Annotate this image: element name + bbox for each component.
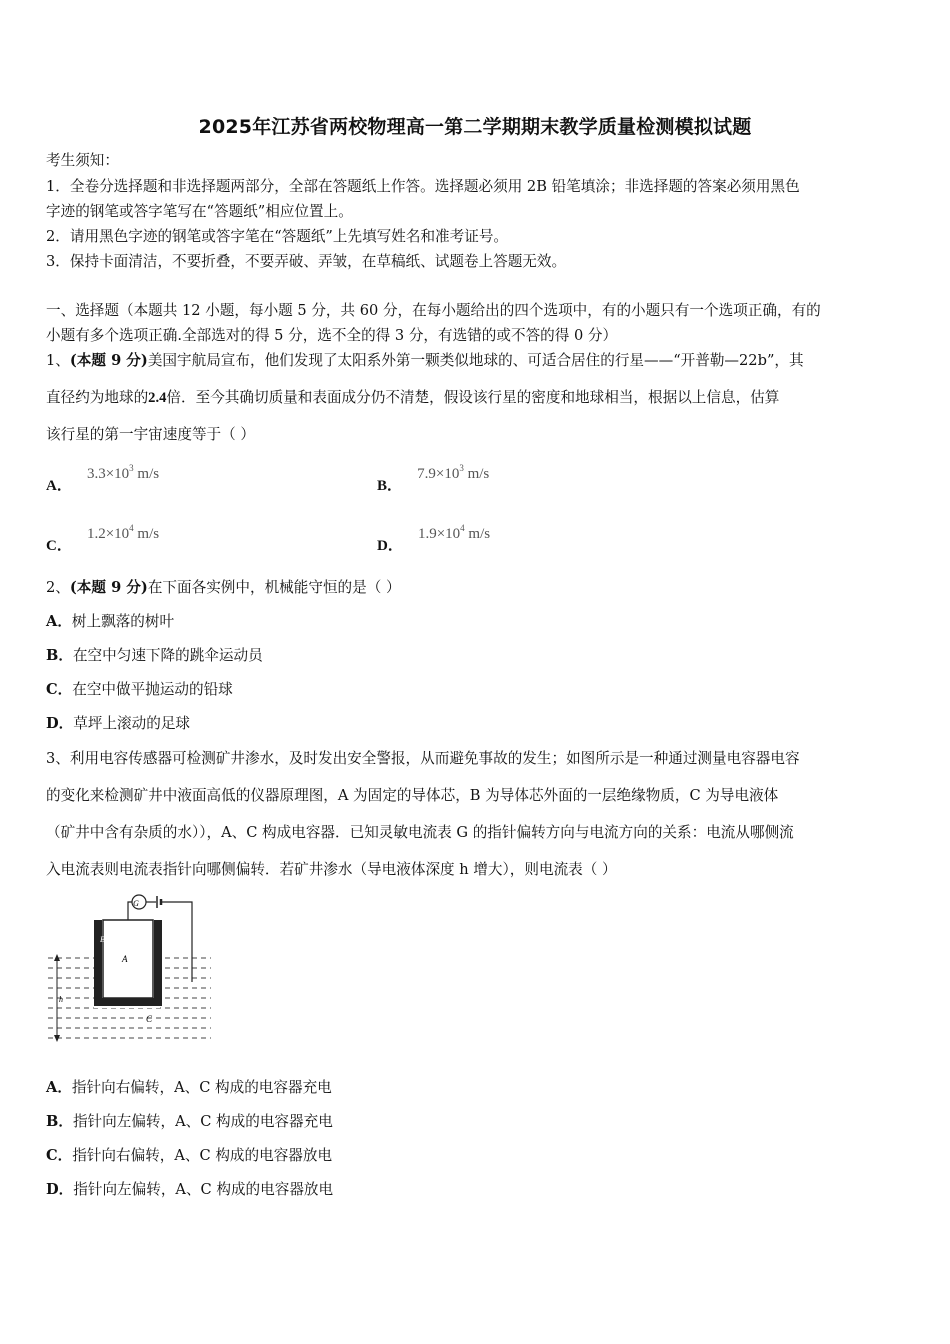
option-letter: C． — [46, 538, 72, 554]
option-unit: m/s — [464, 526, 491, 542]
option-mantissa: 1.9×10 — [417, 526, 461, 542]
option-letter: D． — [46, 715, 74, 732]
q2-stem — [46, 579, 401, 597]
option-text: 指针向右偏转，A、C 构成的电容器放电 — [72, 1147, 333, 1164]
q3-option-c[interactable] — [46, 1147, 332, 1165]
q1-score: (本题 9 分) — [69, 352, 148, 369]
option-letter: B． — [377, 478, 403, 494]
label-h: h — [59, 995, 63, 1004]
option-letter: C． — [46, 681, 73, 698]
option-letter: D． — [377, 538, 403, 554]
q1-option-c[interactable] — [46, 522, 160, 554]
q1-option-a[interactable] — [46, 462, 160, 494]
q3-stem-line-3: （矿井中含有杂质的水）），A、C 构成电容器．已知灵敏电流表 G 的指针偏转方向与电流方向的关系：电流从哪侧流 — [46, 824, 794, 841]
q2-score: (本题 9 分) — [69, 579, 148, 596]
q3-stem-line-4: 入电流表则电流表指针向哪侧偏转．若矿井渗水（导电液体深度 h 增大），则电流表（ ） — [46, 861, 617, 878]
label-c: C — [146, 1014, 153, 1024]
section-heading-line-2: 小题有多个选项正确.全部选对的得 5 分，选不全的得 3 分，有选错的或不答的得 0 分） — [46, 327, 618, 344]
option-unit: m/s — [133, 526, 160, 542]
q2-stem-text: 在下面各实例中，机械能守恒的是（ ） — [147, 579, 401, 596]
option-letter: A． — [46, 1079, 72, 1096]
option-exponent: 3 — [459, 463, 464, 473]
option-letter: B． — [46, 647, 73, 664]
q2-option-b[interactable] — [46, 647, 263, 665]
q1-stem-text: 美国宇航局宣布，他们发现了太阳系外第一颗类似地球的、可适合居住的行星——“开普勒—22b”，其 — [147, 352, 804, 369]
q1-option-b[interactable] — [377, 462, 490, 494]
conductor-a — [103, 920, 153, 998]
option-mantissa: 7.9×10 — [417, 466, 460, 482]
option-mantissa: 1.2×10 — [86, 526, 130, 542]
option-unit: m/s — [133, 466, 160, 482]
option-text: 树上飘落的树叶 — [71, 613, 175, 630]
option-text: 指针向右偏转，A、C 构成的电容器充电 — [71, 1079, 332, 1096]
option-exponent: 4 — [129, 523, 134, 533]
q3-option-a[interactable] — [46, 1079, 332, 1097]
option-text: 在空中匀速下降的跳伞运动员 — [72, 647, 263, 664]
label-g: G — [133, 899, 139, 908]
q1-stem-line-2 — [46, 389, 779, 407]
label-a: A — [122, 954, 128, 964]
q1-stem-part-a: 直径约为地球的 — [46, 389, 149, 406]
label-b: B — [100, 935, 105, 944]
notice-line-3: 3．保持卡面清洁，不要折叠，不要弄破、弄皱，在草稿纸、试题卷上答题无效。 — [46, 253, 567, 270]
notice-line-1b: 字迹的钢笔或答字笔写在“答题纸”相应位置上。 — [46, 203, 353, 220]
q2-option-d[interactable] — [46, 715, 190, 733]
q1-diameter-ratio: 2.4 — [148, 390, 167, 406]
option-letter: A． — [46, 478, 72, 494]
q3-option-d[interactable] — [46, 1181, 333, 1199]
option-exponent: 3 — [129, 463, 134, 473]
option-text: 草坪上滚动的足球 — [73, 715, 191, 732]
notice-heading: 考生须知： — [46, 152, 119, 169]
option-text: 指针向左偏转，A、C 构成的电容器放电 — [73, 1181, 334, 1198]
option-text: 在空中做平抛运动的铅球 — [72, 681, 233, 698]
notice-line-1a: 1．全卷分选择题和非选择题两部分，全部在答题纸上作答。选择题必须用 2B 铅笔填涂；非选择题的答案必须用黑色 — [46, 178, 800, 195]
option-unit: m/s — [463, 466, 490, 482]
q3-option-b[interactable] — [46, 1113, 333, 1131]
q3-stem-line-2: 的变化来检测矿井中液面高低的仪器原理图，A 为固定的导体芯，B 为导体芯外面的一层绝缘物质，C 为导电液体 — [46, 787, 779, 804]
option-exponent: 4 — [460, 523, 465, 533]
q1-number: 1、 — [46, 352, 70, 369]
capacitor-sensor-diagram — [46, 890, 216, 1050]
option-mantissa: 3.3×10 — [86, 466, 130, 482]
q3-stem-line-1: 3、利用电容传感器可检测矿井渗水，及时发出安全警报，从而避免事故的发生；如图所示是一种通过测量电容器电容 — [46, 750, 800, 767]
option-letter: D． — [46, 1181, 74, 1198]
option-letter: C． — [46, 1147, 73, 1164]
q1-stem-part-b: 倍．至今其确切质量和表面成分仍不清楚，假设该行星的密度和地球相当，根据以上信息，估算 — [166, 389, 780, 406]
section-heading-line-1: 一、选择题（本题共 12 小题，每小题 5 分，共 60 分，在每小题给出的四个选项中，有的小题只有一个选项正确，有的 — [46, 302, 821, 319]
q1-option-d[interactable] — [377, 522, 491, 554]
page-title: 2025年江苏省两校物理高一第二学期期末教学质量检测模拟试题 — [198, 116, 752, 138]
q2-number: 2、 — [46, 579, 70, 596]
q2-option-a[interactable] — [46, 613, 174, 631]
q1-stem-line-3: 该行星的第一宇宙速度等于（ ） — [46, 426, 255, 443]
q1-stem-line-1 — [46, 352, 804, 370]
q2-option-c[interactable] — [46, 681, 233, 699]
notice-line-2: 2．请用黑色字迹的钢笔或答字笔在“答题纸”上先填写姓名和准考证号。 — [46, 228, 509, 245]
option-letter: B． — [46, 1113, 73, 1130]
option-text: 指针向左偏转，A、C 构成的电容器充电 — [72, 1113, 333, 1130]
option-letter: A． — [46, 613, 72, 630]
